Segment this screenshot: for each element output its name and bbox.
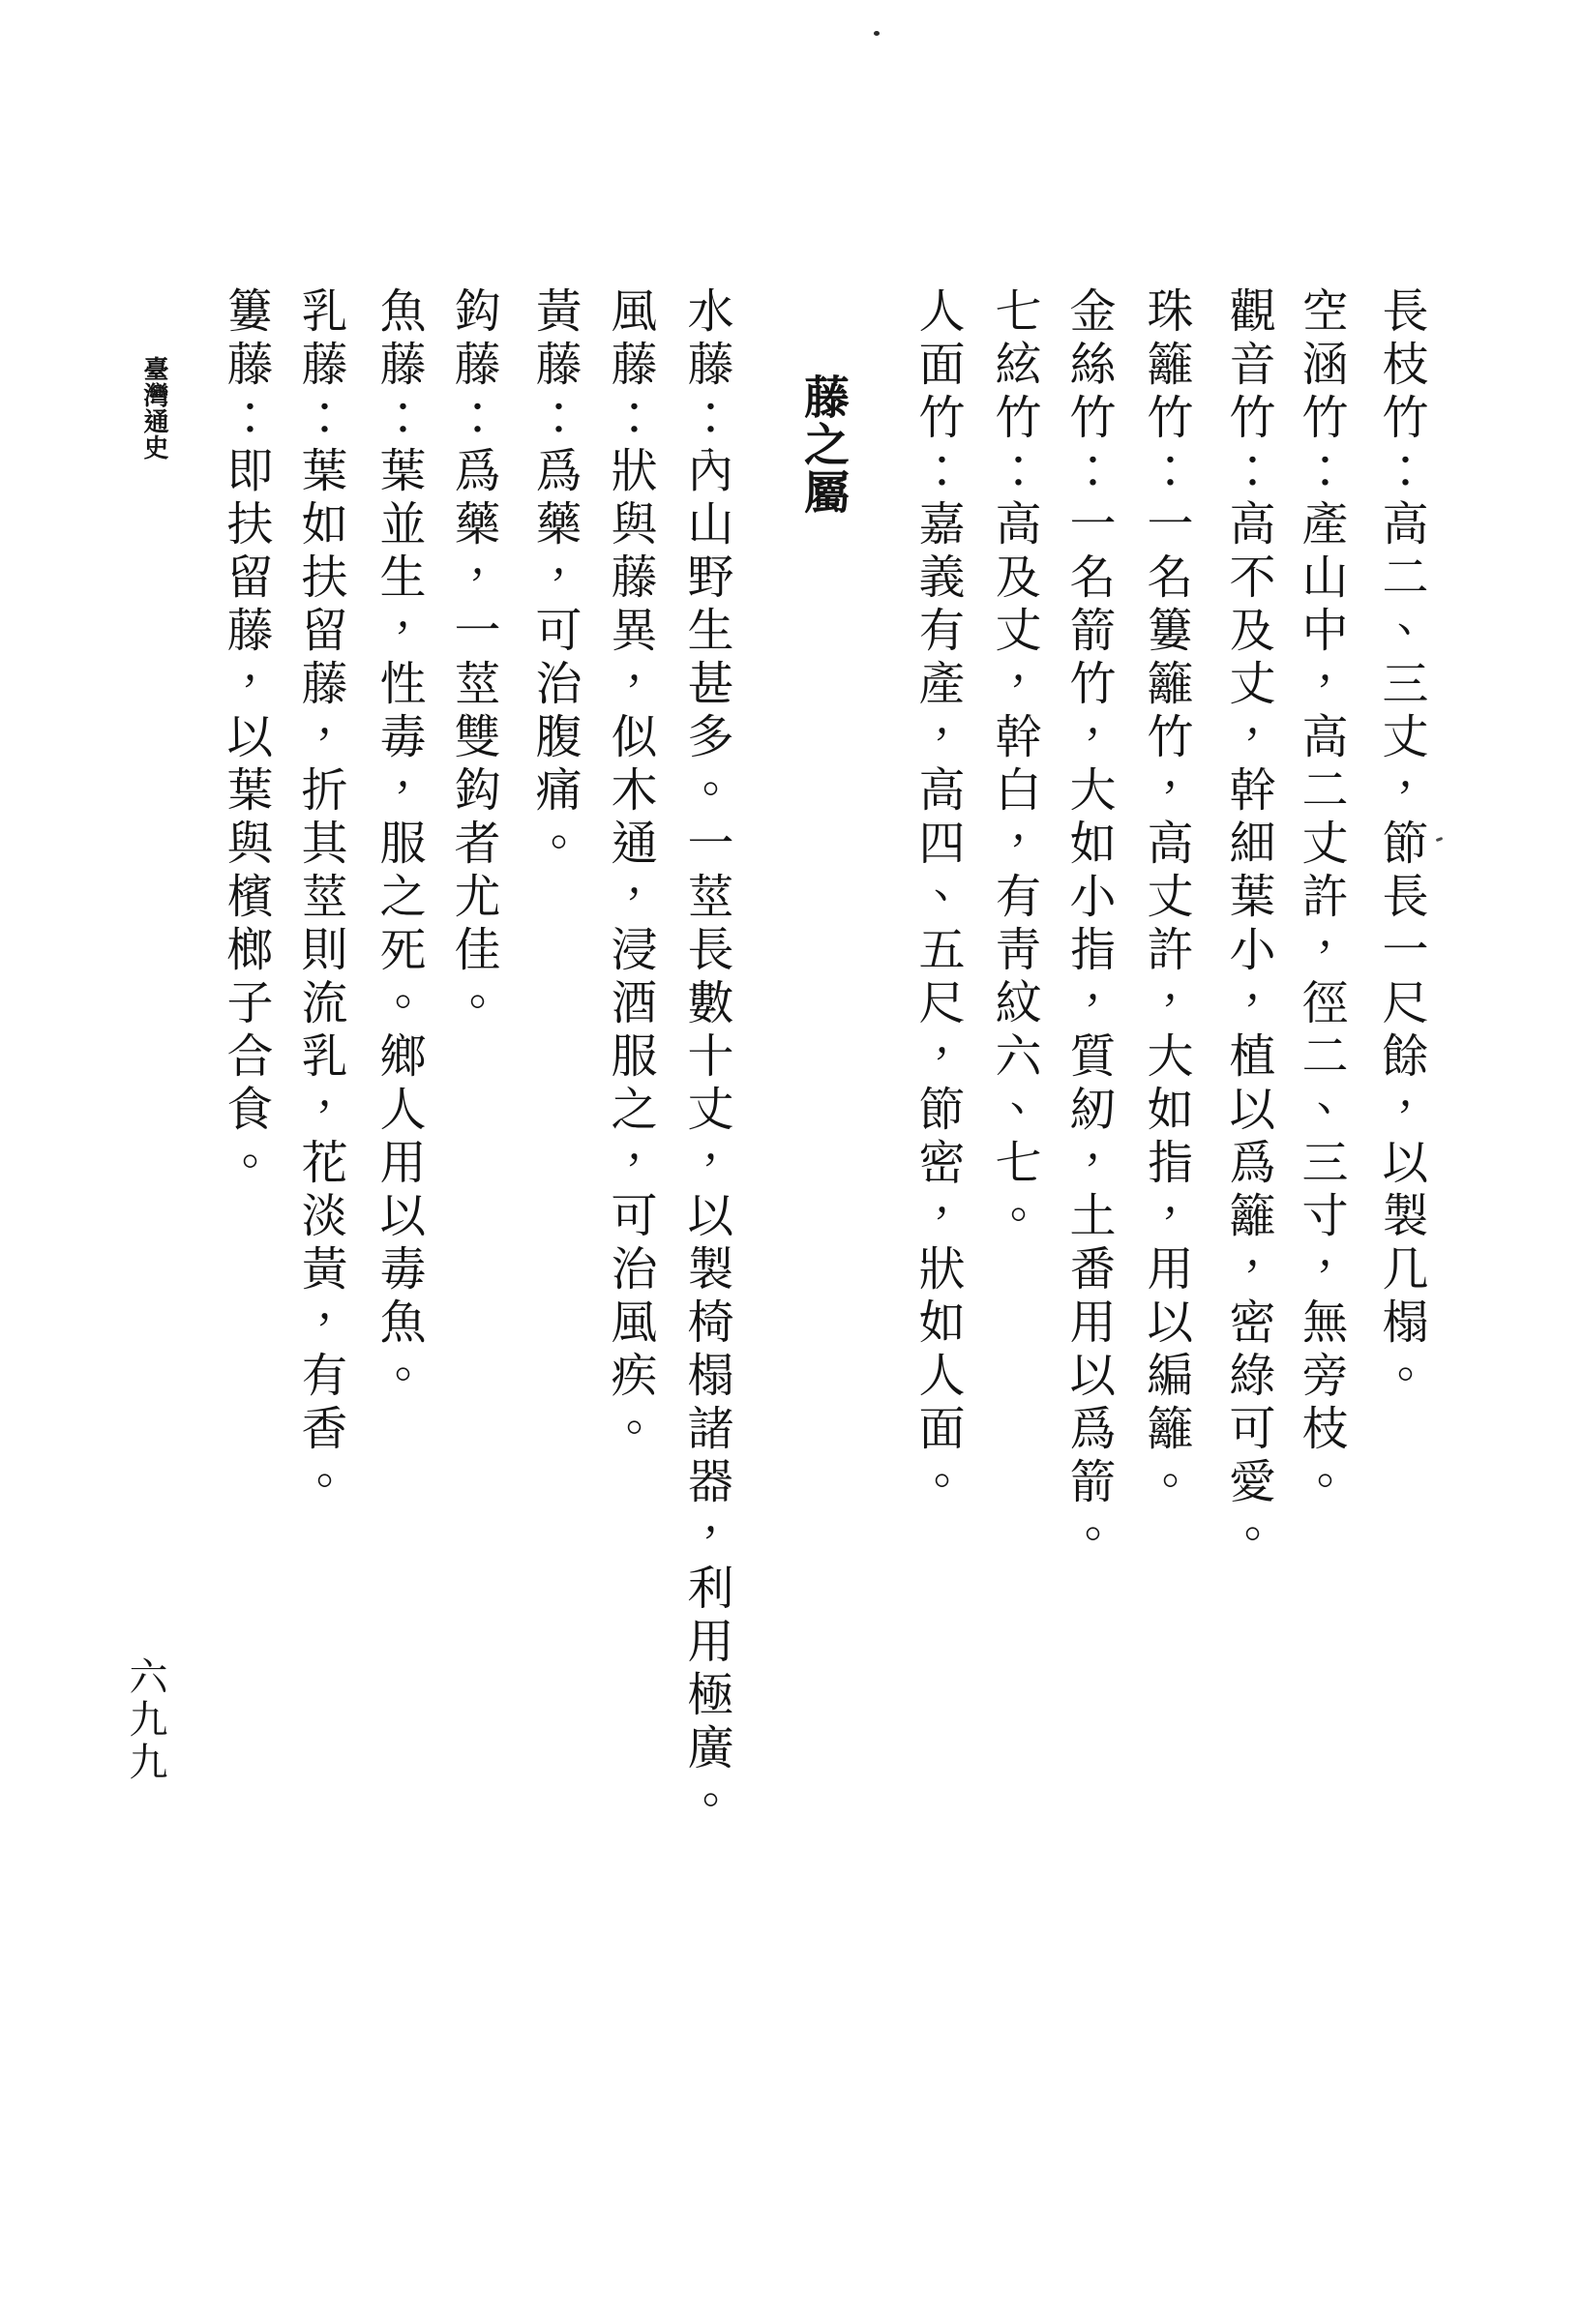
rattan-entry-huangteng: 黃藤：爲藥，可治腹痛。 bbox=[527, 286, 582, 872]
rattan-entry-ruteng: 乳藤：葉如扶留藤，折其莖則流乳，花淡黃，有香。 bbox=[293, 286, 347, 1510]
rattan-entry-yuteng: 魚藤：葉並生，性毒，服之死。鄉人用以毒魚。 bbox=[372, 286, 426, 1404]
bamboo-entry-jinsizhu: 金絲竹：一名箭竹，大如小指，質紉，土番用以爲箭。 bbox=[1061, 286, 1116, 1564]
rattan-entry-gouteng: 鈎藤：爲藥，一莖雙鈎者尤佳。 bbox=[446, 286, 500, 1031]
book-title-margin: 臺灣通史 bbox=[139, 356, 168, 461]
page-number: 六九九 bbox=[123, 1656, 167, 1784]
scan-speck-middle bbox=[1436, 837, 1444, 842]
bamboo-entry-guanyinzhu: 觀音竹：高不及丈，幹細葉小，植以爲籬，密綠可愛。 bbox=[1221, 286, 1275, 1564]
rattan-entry-fengteng: 風藤：狀與藤異，似木通，浸酒服之，可治風疾。 bbox=[603, 286, 657, 1457]
bamboo-entry-qixianzhu: 七絃竹：高及丈，幹白，有靑紋六、七。 bbox=[987, 286, 1041, 1244]
bamboo-entry-konghanzhu: 空涵竹：產山中，高二丈許，徑二、三寸，無旁枝。 bbox=[1294, 286, 1348, 1510]
rattan-entry-louteng: 簍藤：即扶留藤，以葉與檳榔子合食。 bbox=[219, 286, 273, 1191]
bamboo-entry-renmianzhu: 人面竹：嘉義有產，高四、五尺，節密，狀如人面。 bbox=[911, 286, 965, 1510]
rattan-entry-shuiteng: 水藤：內山野生甚多。一莖長數十丈，以製椅榻諸器，利用極廣。 bbox=[679, 286, 733, 1830]
bamboo-entry-changzhizhu: 長枝竹：高二、三丈，節長一尺餘，以製几榻。 bbox=[1374, 286, 1428, 1404]
section-heading-rattans: 藤之屬 bbox=[796, 373, 850, 516]
scan-speck-top bbox=[874, 31, 880, 36]
bamboo-entry-zhulizhu: 珠籬竹：一名簍籬竹，高丈許，大如指，用以編籬。 bbox=[1139, 286, 1193, 1510]
